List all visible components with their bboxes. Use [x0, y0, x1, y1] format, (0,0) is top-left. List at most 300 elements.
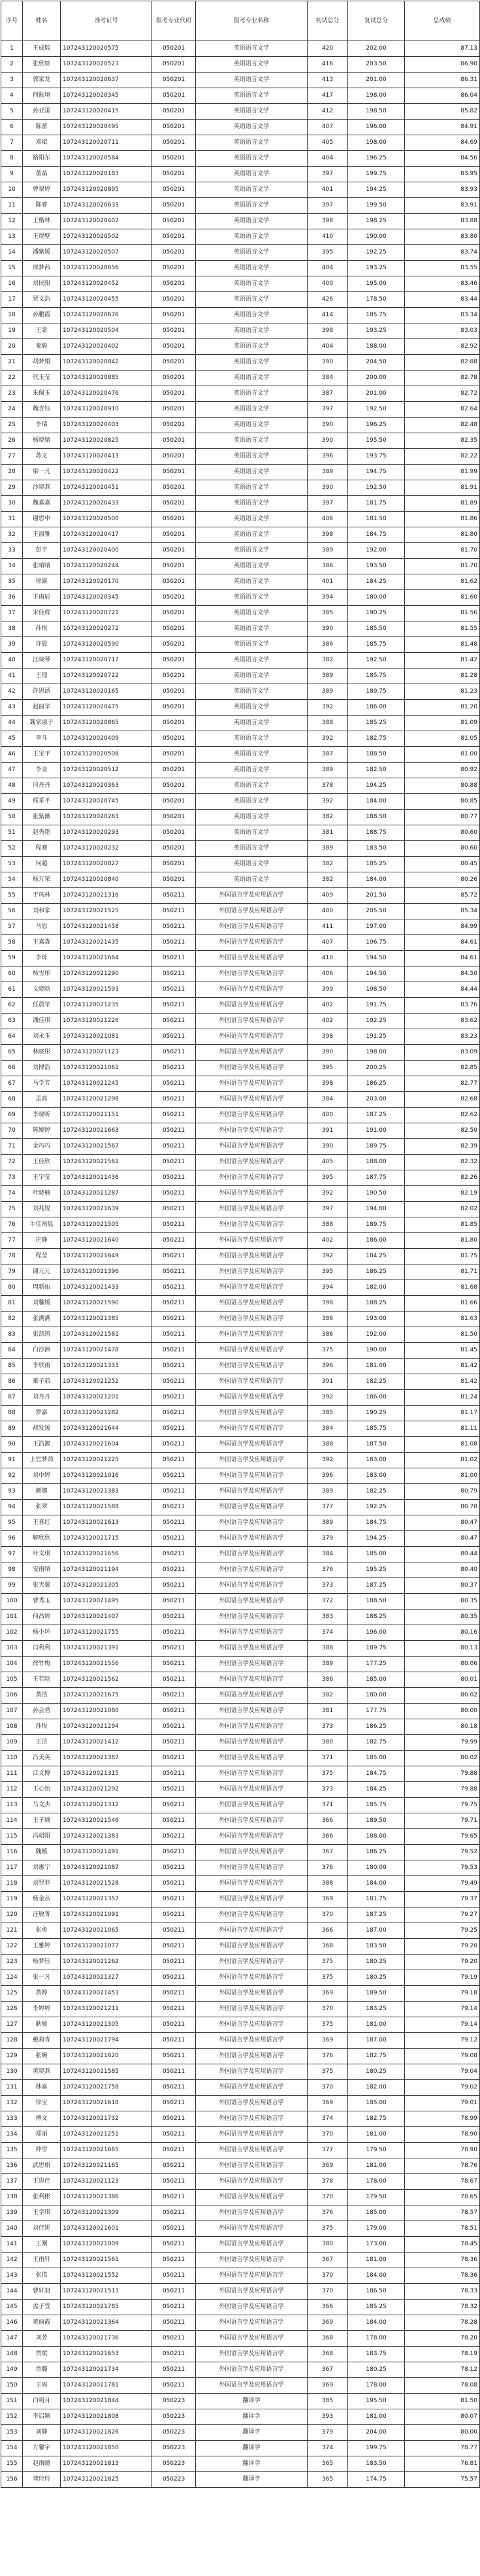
cell-total-score: 81.23 — [405, 684, 480, 700]
cell-total-score: 78.36 — [405, 2268, 480, 2284]
cell-major-code: 050211 — [152, 1264, 196, 1280]
cell-name: 王煜壁 — [23, 229, 61, 245]
cell-index: 60 — [1, 966, 23, 982]
cell-index: 104 — [1, 1657, 23, 1672]
cell-index: 26 — [1, 433, 23, 449]
cell-name: 刘静 — [23, 2425, 61, 2441]
cell-index: 55 — [1, 888, 23, 904]
cell-total-score: 81.85 — [405, 1217, 480, 1233]
cell-initial-score: 404 — [308, 261, 348, 276]
cell-major-name: 翻译学 — [196, 2409, 308, 2425]
cell-major-name: 外国语言学及应用语言学 — [196, 2002, 308, 2017]
cell-total-score: 81.20 — [405, 700, 480, 716]
cell-major-code: 050211 — [152, 1955, 196, 1970]
cell-index: 37 — [1, 606, 23, 621]
cell-major-code: 050211 — [152, 2221, 196, 2237]
cell-exam-id: 107243120020512 — [61, 763, 152, 778]
cell-name: 汪敏菁 — [23, 1907, 61, 1923]
cell-exam-id: 107243120021123 — [61, 2174, 152, 2190]
cell-major-code: 050211 — [152, 1327, 196, 1343]
cell-index: 91 — [1, 1453, 23, 1468]
cell-major-name: 英语语言文学 — [196, 731, 308, 747]
cell-exam-id: 107243120020523 — [61, 57, 152, 73]
cell-index: 79 — [1, 1264, 23, 1280]
cell-exam-id: 107243120020417 — [61, 527, 152, 543]
cell-total-score: 79.65 — [405, 1829, 480, 1845]
cell-exam-id: 107243120020475 — [61, 700, 152, 716]
cell-total-score: 79.20 — [405, 1955, 480, 1970]
cell-exam-id: 107243120021385 — [61, 1312, 152, 1327]
cell-retest-score: 185.75 — [348, 1798, 405, 1813]
cell-name: 何昌婷 — [23, 1610, 61, 1625]
cell-retest-score: 186.00 — [348, 1390, 405, 1406]
cell-major-code: 050211 — [152, 2143, 196, 2158]
cell-initial-score: 375 — [308, 2221, 348, 2237]
cell-major-name: 外国语言学及应用语言学 — [196, 1453, 308, 1468]
cell-initial-score: 386 — [308, 1327, 348, 1343]
cell-exam-id: 107243120021567 — [61, 1139, 152, 1155]
cell-major-code: 050201 — [152, 637, 196, 653]
cell-exam-id: 107243120021287 — [61, 1186, 152, 1202]
cell-total-score: 83.91 — [405, 198, 480, 214]
cell-total-score: 81.09 — [405, 716, 480, 731]
cell-major-name: 外国语言学及应用语言学 — [196, 1782, 308, 1798]
cell-retest-score: 186.25 — [348, 1719, 405, 1735]
cell-total-score: 80.37 — [405, 1578, 480, 1594]
cell-initial-score: 398 — [308, 1296, 348, 1312]
cell-index: 58 — [1, 935, 23, 951]
cell-major-code: 050211 — [152, 1845, 196, 1860]
cell-major-code: 050201 — [152, 590, 196, 606]
cell-exam-id: 107243120020590 — [61, 637, 152, 653]
cell-initial-score: 375 — [308, 1955, 348, 1970]
cell-major-name: 英语语言文学 — [196, 182, 308, 198]
header-major-code: 报考专业代码 — [152, 1, 196, 41]
cell-name: 刘博浩 — [23, 1061, 61, 1076]
cell-initial-score: 399 — [308, 982, 348, 998]
cell-retest-score: 193.00 — [348, 1312, 405, 1327]
cell-name: 杨晓婧 — [23, 433, 61, 449]
cell-major-code: 050223 — [152, 2441, 196, 2456]
table-row — [1, 1751, 480, 1766]
cell-initial-score: 366 — [308, 1813, 348, 1829]
cell-initial-score: 388 — [308, 1437, 348, 1453]
cell-retest-score: 188.50 — [348, 747, 405, 763]
cell-major-code: 050201 — [152, 135, 196, 151]
cell-major-code: 050211 — [152, 1249, 196, 1264]
table-row — [1, 1562, 480, 1578]
cell-retest-score: 174.75 — [348, 2472, 405, 2488]
cell-retest-score: 199.75 — [348, 2441, 405, 2456]
cell-retest-score: 180.00 — [348, 1688, 405, 1704]
cell-exam-id: 107243120020885 — [61, 371, 152, 386]
table-row — [1, 2143, 480, 2158]
cell-major-name: 外国语言学及应用语言学 — [196, 1547, 308, 1562]
table-row — [1, 1798, 480, 1813]
cell-major-name: 外国语言学及应用语言学 — [196, 2221, 308, 2237]
cell-major-name: 英语语言文学 — [196, 747, 308, 763]
cell-name: 王雨 — [23, 2378, 61, 2394]
cell-major-code: 050201 — [152, 480, 196, 496]
cell-exam-id: 107243120021581 — [61, 1327, 152, 1343]
cell-index: 87 — [1, 1390, 23, 1406]
cell-initial-score: 375 — [308, 1970, 348, 1986]
cell-exam-id: 107243120021386 — [61, 2190, 152, 2205]
cell-name: 杨万荣 — [23, 872, 61, 888]
cell-major-code: 050211 — [152, 2315, 196, 2331]
cell-total-score: 79.14 — [405, 2017, 480, 2033]
cell-index: 120 — [1, 1907, 23, 1923]
cell-major-name: 外国语言学及应用语言学 — [196, 1672, 308, 1688]
cell-exam-id: 107243120021412 — [61, 1735, 152, 1751]
cell-initial-score: 369 — [308, 1986, 348, 2002]
cell-major-name: 外国语言学及应用语言学 — [196, 1515, 308, 1531]
cell-total-score: 78.77 — [405, 2441, 480, 2456]
cell-exam-id: 107243120021656 — [61, 1547, 152, 1562]
cell-name: 沙晓燕 — [23, 480, 61, 496]
cell-initial-score: 365 — [308, 2472, 348, 2488]
table-row — [1, 355, 480, 371]
cell-index: 56 — [1, 904, 23, 919]
cell-total-score: 80.79 — [405, 1484, 480, 1500]
cell-index: 45 — [1, 731, 23, 747]
cell-major-code: 050211 — [152, 2378, 196, 2394]
cell-initial-score: 385 — [308, 1406, 348, 1421]
cell-major-code: 050201 — [152, 418, 196, 433]
cell-initial-score: 369 — [308, 1892, 348, 1907]
cell-name: 金巧巧 — [23, 1139, 61, 1155]
cell-initial-score: 394 — [308, 1280, 348, 1296]
cell-major-name: 翻译学 — [196, 2441, 308, 2456]
cell-exam-id: 107243120021604 — [61, 1437, 152, 1453]
table-row — [1, 2394, 480, 2409]
cell-name: 王霏 — [23, 323, 61, 339]
cell-initial-score: 407 — [308, 120, 348, 135]
cell-exam-id: 107243120021357 — [61, 1892, 152, 1907]
table-row — [1, 1860, 480, 1876]
cell-major-code: 050211 — [152, 888, 196, 904]
cell-index: 111 — [1, 1766, 23, 1782]
cell-index: 5 — [1, 104, 23, 120]
header-total-score: 总成绩 — [405, 1, 480, 41]
cell-initial-score: 389 — [308, 1484, 348, 1500]
cell-exam-id: 107243120021528 — [61, 1876, 152, 1892]
cell-major-name: 外国语言学及应用语言学 — [196, 904, 308, 919]
cell-index: 103 — [1, 1641, 23, 1657]
cell-total-score: 82.39 — [405, 1139, 480, 1155]
cell-retest-score: 198.50 — [348, 982, 405, 998]
table-row — [1, 2002, 480, 2017]
cell-retest-score: 182.75 — [348, 731, 405, 747]
cell-name: 王喜红 — [23, 1515, 61, 1531]
cell-major-name: 外国语言学及应用语言学 — [196, 1390, 308, 1406]
cell-major-code: 050211 — [152, 1202, 196, 1217]
cell-retest-score: 188.00 — [348, 1155, 405, 1170]
cell-name: 林嘉 — [23, 2080, 61, 2096]
cell-total-score: 81.63 — [405, 1312, 480, 1327]
table-row — [1, 1782, 480, 1798]
cell-major-code: 050211 — [152, 2080, 196, 2096]
cell-major-name: 外国语言学及应用语言学 — [196, 1421, 308, 1437]
cell-major-code: 050211 — [152, 1625, 196, 1641]
cell-retest-score: 182.00 — [348, 2080, 405, 2096]
cell-major-name: 英语语言文学 — [196, 261, 308, 276]
table-row — [1, 1892, 480, 1907]
cell-total-score: 76.81 — [405, 2456, 480, 2472]
cell-name: 黄浩 — [23, 1688, 61, 1704]
cell-retest-score: 194.00 — [348, 1202, 405, 1217]
cell-retest-score: 186.25 — [348, 1264, 405, 1280]
cell-total-score: 80.85 — [405, 794, 480, 810]
cell-total-score: 81.28 — [405, 669, 480, 684]
cell-index: 33 — [1, 543, 23, 559]
cell-initial-score: 386 — [308, 637, 348, 653]
cell-retest-score: 189.75 — [348, 1217, 405, 1233]
cell-exam-id: 107243120021327 — [61, 1970, 152, 1986]
cell-exam-id: 107243120021495 — [61, 1594, 152, 1610]
cell-retest-score: 201.00 — [348, 386, 405, 402]
cell-index: 113 — [1, 1798, 23, 1813]
table-row — [1, 621, 480, 637]
table-row — [1, 512, 480, 527]
cell-index: 47 — [1, 763, 23, 778]
cell-initial-score: 373 — [308, 1578, 348, 1594]
cell-retest-score: 186.00 — [348, 700, 405, 716]
cell-major-name: 外国语言学及应用语言学 — [196, 2284, 308, 2300]
cell-exam-id: 107243120020451 — [61, 480, 152, 496]
cell-total-score: 78.33 — [405, 2284, 480, 2300]
cell-exam-id: 107243120021201 — [61, 1390, 152, 1406]
cell-initial-score: 391 — [308, 1374, 348, 1390]
cell-total-score: 83.34 — [405, 308, 480, 323]
cell-exam-id: 107243120020745 — [61, 794, 152, 810]
cell-total-score: 80.13 — [405, 1641, 480, 1657]
cell-major-name: 外国语言学及应用语言学 — [196, 888, 308, 904]
cell-major-name: 英语语言文学 — [196, 57, 308, 73]
cell-exam-id: 107243120021383 — [61, 1484, 152, 1500]
cell-index: 134 — [1, 2127, 23, 2143]
table-row — [1, 1406, 480, 1421]
table-row — [1, 1186, 480, 1202]
cell-initial-score: 398 — [308, 1029, 348, 1045]
cell-major-name: 英语语言文学 — [196, 214, 308, 229]
table-row — [1, 1390, 480, 1406]
cell-initial-score: 406 — [308, 966, 348, 982]
cell-major-code: 050211 — [152, 1766, 196, 1782]
cell-index: 27 — [1, 449, 23, 465]
cell-index: 88 — [1, 1406, 23, 1421]
cell-retest-score: 198.25 — [348, 214, 405, 229]
cell-initial-score: 374 — [308, 2441, 348, 2456]
cell-name: 胡梦娟 — [23, 355, 61, 371]
cell-name: 王雨轩 — [23, 2253, 61, 2268]
cell-major-name: 外国语言学及应用语言学 — [196, 951, 308, 966]
table-row — [1, 1672, 480, 1688]
cell-major-code: 050211 — [152, 1704, 196, 1719]
cell-index: 142 — [1, 2253, 23, 2268]
cell-index: 40 — [1, 653, 23, 669]
cell-retest-score: 181.75 — [348, 1892, 405, 1907]
cell-retest-score: 178.00 — [348, 2174, 405, 2190]
cell-major-name: 外国语言学及应用语言学 — [196, 2190, 308, 2205]
cell-name: 张凯筠 — [23, 1327, 61, 1343]
cell-total-score: 83.95 — [405, 167, 480, 182]
cell-retest-score: 203.00 — [348, 1092, 405, 1108]
cell-index: 125 — [1, 1986, 23, 2002]
cell-major-name: 翻译学 — [196, 2425, 308, 2441]
cell-major-code: 050211 — [152, 1108, 196, 1123]
cell-total-score: 85.34 — [405, 904, 480, 919]
cell-total-score: 79.88 — [405, 1782, 480, 1798]
cell-name: 叶文琪 — [23, 1547, 61, 1562]
cell-major-code: 050201 — [152, 402, 196, 418]
cell-major-name: 外国语言学及应用语言学 — [196, 1014, 308, 1029]
cell-index: 102 — [1, 1625, 23, 1641]
cell-name: 冯昭阳 — [23, 1829, 61, 1845]
cell-index: 32 — [1, 527, 23, 543]
table-row — [1, 1515, 480, 1531]
cell-name: 朱佩玉 — [23, 386, 61, 402]
cell-major-name: 英语语言文学 — [196, 559, 308, 574]
cell-major-name: 翻译学 — [196, 2472, 308, 2488]
cell-index: 78 — [1, 1249, 23, 1264]
cell-major-name: 英语语言文学 — [196, 496, 308, 512]
cell-initial-score: 394 — [308, 590, 348, 606]
cell-index: 66 — [1, 1061, 23, 1076]
cell-retest-score: 189.50 — [348, 1813, 405, 1829]
cell-retest-score: 178.00 — [348, 2378, 405, 2394]
cell-index: 11 — [1, 198, 23, 214]
cell-major-name: 外国语言学及应用语言学 — [196, 1578, 308, 1594]
cell-initial-score: 386 — [308, 1312, 348, 1327]
cell-major-code: 050201 — [152, 41, 196, 57]
cell-major-code: 050201 — [152, 323, 196, 339]
cell-exam-id: 107243120021618 — [61, 2096, 152, 2111]
cell-major-code: 050211 — [152, 1233, 196, 1249]
cell-initial-score: 370 — [308, 2002, 348, 2017]
cell-name: 董晶 — [23, 167, 61, 182]
cell-initial-score: 392 — [308, 1186, 348, 1202]
cell-total-score: 78.45 — [405, 2237, 480, 2253]
cell-name: 王雅婷 — [23, 1939, 61, 1955]
cell-total-score: 81.02 — [405, 1453, 480, 1468]
cell-initial-score: 373 — [308, 1782, 348, 1798]
cell-exam-id: 107243120021590 — [61, 1296, 152, 1312]
cell-exam-id: 107243120021333 — [61, 1359, 152, 1374]
cell-exam-id: 107243120020403 — [61, 418, 152, 433]
cell-major-code: 050211 — [152, 1045, 196, 1061]
cell-index: 156 — [1, 2472, 23, 2488]
cell-total-score: 78.67 — [405, 2174, 480, 2190]
cell-exam-id: 107243120020722 — [61, 669, 152, 684]
cell-major-name: 英语语言文学 — [196, 621, 308, 637]
cell-name: 陈睿 — [23, 198, 61, 214]
cell-total-score: 81.17 — [405, 1406, 480, 1421]
cell-major-name: 外国语言学及应用语言学 — [196, 1704, 308, 1719]
cell-index: 97 — [1, 1547, 23, 1562]
cell-retest-score: 190.25 — [348, 606, 405, 621]
cell-name: 刘民阳 — [23, 276, 61, 292]
cell-major-name: 外国语言学及应用语言学 — [196, 2080, 308, 2096]
cell-exam-id: 107243120021292 — [61, 1782, 152, 1798]
cell-initial-score: 374 — [308, 2111, 348, 2127]
cell-exam-id: 107243120021312 — [61, 1798, 152, 1813]
cell-total-score: 80.02 — [405, 1751, 480, 1766]
cell-retest-score: 196.00 — [348, 1625, 405, 1641]
table-row — [1, 198, 480, 214]
cell-index: 35 — [1, 574, 23, 590]
cell-total-score: 81.24 — [405, 1390, 480, 1406]
cell-name: 赵雨瞳 — [23, 2456, 61, 2472]
cell-name: 王成瑞 — [23, 41, 61, 57]
cell-major-code: 050201 — [152, 88, 196, 104]
cell-index: 73 — [1, 1170, 23, 1186]
cell-index: 19 — [1, 323, 23, 339]
cell-total-score: 80.47 — [405, 1531, 480, 1547]
cell-name: 刘和家 — [23, 904, 61, 919]
cell-index: 51 — [1, 825, 23, 841]
cell-major-name: 外国语言学及应用语言学 — [196, 1688, 308, 1704]
cell-name: 张晴晴 — [23, 559, 61, 574]
cell-initial-score: 412 — [308, 104, 348, 120]
cell-exam-id: 107243120020407 — [61, 214, 152, 229]
cell-major-name: 外国语言学及应用语言学 — [196, 1970, 308, 1986]
cell-major-name: 外国语言学及应用语言学 — [196, 1594, 308, 1610]
cell-index: 119 — [1, 1892, 23, 1907]
cell-retest-score: 191.75 — [348, 998, 405, 1014]
cell-major-name: 外国语言学及应用语言学 — [196, 1406, 308, 1421]
cell-retest-score: 181.75 — [348, 496, 405, 512]
cell-major-code: 050201 — [152, 198, 196, 214]
cell-total-score: 81.91 — [405, 480, 480, 496]
cell-major-code: 050211 — [152, 2362, 196, 2378]
cell-exam-id: 107243120021016 — [61, 1468, 152, 1484]
cell-retest-score: 193.25 — [348, 323, 405, 339]
cell-major-code: 050211 — [152, 1170, 196, 1186]
cell-initial-score: 370 — [308, 2190, 348, 2205]
cell-initial-score: 371 — [308, 1751, 348, 1766]
cell-initial-score: 369 — [308, 2096, 348, 2111]
cell-exam-id: 107243120021552 — [61, 2268, 152, 2284]
cell-total-score: 78.90 — [405, 2143, 480, 2158]
cell-index: 132 — [1, 2096, 23, 2111]
cell-retest-score: 187.50 — [348, 1437, 405, 1453]
cell-total-score: 81.71 — [405, 1264, 480, 1280]
cell-total-score: 82.19 — [405, 1186, 480, 1202]
cell-total-score: 79.53 — [405, 1860, 480, 1876]
cell-major-name: 外国语言学及应用语言学 — [196, 2253, 308, 2268]
cell-total-score: 82.92 — [405, 339, 480, 355]
cell-total-score: 86.04 — [405, 88, 480, 104]
table-row — [1, 2347, 480, 2362]
cell-name: 牛佳雨晨 — [23, 1217, 61, 1233]
cell-retest-score: 188.25 — [348, 1610, 405, 1625]
cell-retest-score: 183.00 — [348, 1468, 405, 1484]
cell-retest-score: 181.50 — [348, 512, 405, 527]
cell-initial-score: 382 — [308, 653, 348, 669]
cell-major-code: 050211 — [152, 1217, 196, 1233]
cell-major-code: 050211 — [152, 1296, 196, 1312]
cell-total-score: 83.55 — [405, 261, 480, 276]
table-row — [1, 2315, 480, 2331]
table-row — [1, 2362, 480, 2378]
cell-exam-id: 107243120021644 — [61, 1421, 152, 1437]
cell-index: 20 — [1, 339, 23, 355]
cell-retest-score: 182.25 — [348, 1484, 405, 1500]
cell-initial-score: 378 — [308, 778, 348, 794]
cell-name: 李斗 — [23, 731, 61, 747]
cell-initial-score: 377 — [308, 2143, 348, 2158]
